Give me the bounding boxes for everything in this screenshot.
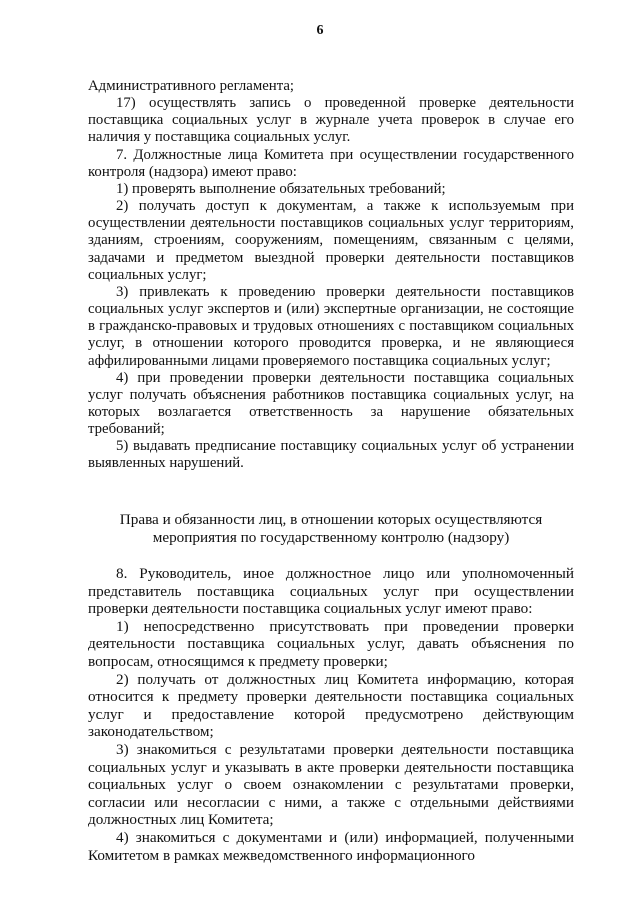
paragraph: 1) проверять выполнение обязательных требований; (116, 180, 446, 197)
paragraph: 3) знакомиться с результатами проверки деятельности поставщика социальных услуг и указывать в акте проверки деятельности поставщика социальных услуг о своем ознакомлении с результатами проверки, согласии или несогласии с ними, а также с отдельными действиями должностных лиц Комитета; (88, 740, 574, 829)
page-number: 6 (316, 23, 324, 38)
body-text-top (88, 78, 574, 473)
paragraph: 1) непосредственно присутствовать при проведении проверки деятельности поставщика социальных услуг, давать объяснения по вопросам, относящимся к предмету проверки; (88, 617, 574, 670)
paragraph: 5) выдавать предписание поставщику социальных услуг об устранении выявленных нарушений. (88, 438, 574, 472)
paragraph: 17) осуществлять запись о проведенной проверке деятельности поставщика социальных услуг в журнале учета проверок в случае его наличия у поставщика социальных услуг. (88, 95, 574, 146)
paragraph: 2) получать доступ к документам, а также к используемым при осуществлении деятельности поставщиков социальных услуг территориям, зданиям, строениям, сооружениям, помещениям, связанным с целями, задачами и предметом выездной проверки деятельности поставщиков социальных услуг; (88, 198, 574, 283)
paragraph: 8. Руководитель, иное должностное лицо или уполномоченный представитель поставщика социальных услуг при осуществлении проверки деятельности поставщика социальных услуг имеют право: (88, 565, 574, 618)
paragraph: 4) знакомиться с документами и (или) информацией, полученными Комитетом в рамках межведомственного информационного (88, 828, 574, 864)
paragraph: 4) при проведении проверки деятельности поставщика социальных услуг получать объяснения работников поставщика социальных услуг, на которых возлагается ответственность за нарушение обязательных требований; (88, 369, 574, 438)
paragraph: 3) привлекать к проведению проверки деятельности поставщиков социальных услуг экспертов и (или) экспертные организации, не состоящие в гражданско-правовых и трудовых отношениях с поставщиком социальных услуг, в отношении которого проводится проверка, и не являющиеся аффилированными лицами проверяемого поставщика социальных услуг; (88, 283, 574, 369)
section-heading-line: мероприятия по государственному контролю (надзору) (152, 528, 510, 546)
paragraph: Административного регламента; (88, 78, 295, 94)
paragraph: 2) получать от должностных лиц Комитета информацию, которая относится к предмету проверки деятельности поставщика социальных услуг и предоставление которой предусмотрено действующим законодательством; (88, 670, 574, 741)
body-text-bottom (88, 565, 574, 864)
paragraph: 7. Должностные лица Комитета при осуществлении государственного контроля (надзора) имеют право: (88, 146, 574, 180)
section-heading-line: Права и обязанности лиц, в отношении которых осуществляются (119, 511, 543, 528)
section-heading (88, 511, 574, 546)
